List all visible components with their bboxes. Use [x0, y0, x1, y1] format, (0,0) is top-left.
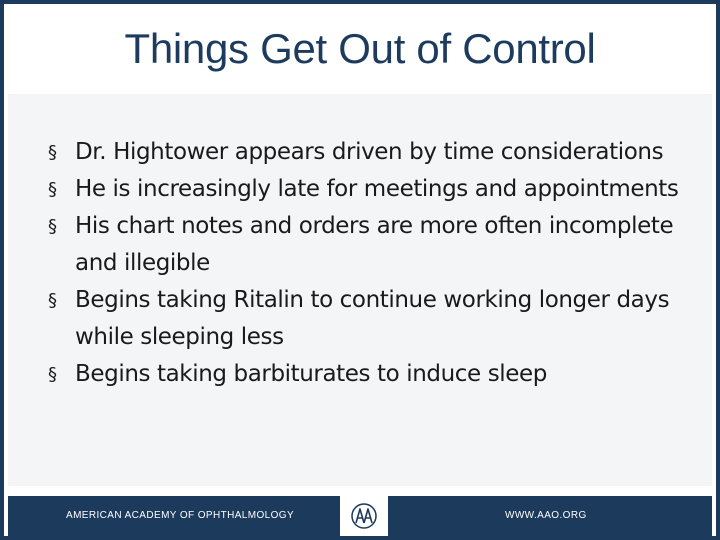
bullet-item	[48, 171, 688, 208]
bullet-marker: §	[48, 216, 57, 237]
bullet-text: Begins taking Ritalin to continue working longer days while sleeping less	[75, 287, 670, 350]
aao-logo-icon	[340, 496, 388, 536]
bullet-marker: §	[48, 142, 57, 163]
bullet-text: Dr. Hightower appears driven by time considerations	[75, 139, 664, 165]
bullet-text: His chart notes and orders are more often incomplete and illegible	[75, 213, 674, 276]
bullet-marker: §	[48, 364, 57, 385]
bullet-item	[48, 134, 688, 171]
bullet-marker: §	[48, 290, 57, 311]
bullet-text: He is increasingly late for meetings and appointments	[75, 176, 679, 202]
slide-body	[8, 94, 712, 486]
slide-title: Things Get Out of Control	[124, 25, 596, 72]
title-band	[8, 8, 712, 90]
bullet-list	[48, 134, 688, 393]
footer-bar	[8, 496, 712, 536]
bullet-marker: §	[48, 179, 57, 200]
aao-logo-mark	[346, 500, 382, 532]
bullet-text: Begins taking barbiturates to induce sleep	[75, 361, 547, 387]
bullet-item	[48, 208, 688, 282]
footer-organization: AMERICAN ACADEMY OF OPHTHALMOLOGY	[66, 510, 295, 521]
bullet-item	[48, 356, 688, 393]
bullet-item	[48, 282, 688, 356]
footer-website: WWW.AAO.ORG	[505, 510, 587, 521]
